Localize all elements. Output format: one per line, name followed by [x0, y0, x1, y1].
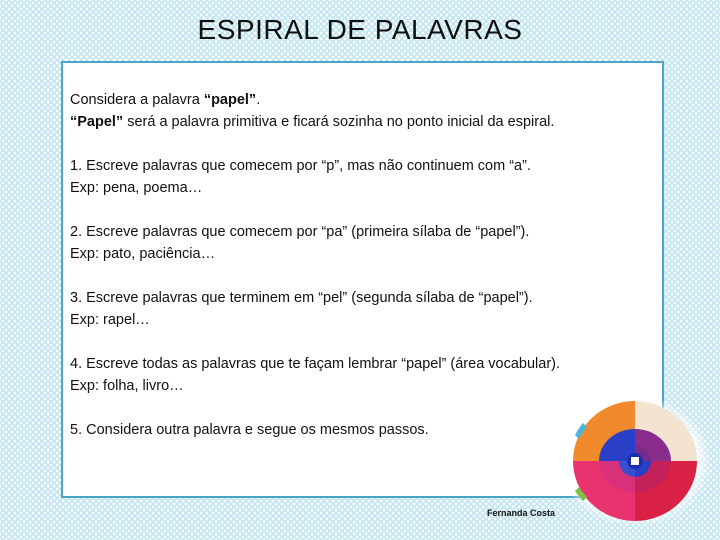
intro-period: . — [256, 92, 261, 108]
step-4-example: Exp: folha, livro… — [70, 378, 184, 394]
step-3: 3. Escreve palavras que terminem em “pel” (segunda sílaba de “papel”). — [70, 290, 533, 306]
step-4: 4. Escreve todas as palavras que te façam lembrar “papel” (área vocabular). — [70, 356, 561, 372]
spiral-illustration — [563, 395, 719, 527]
intro-line-2 — [70, 111, 655, 133]
page-title: ESPIRAL DE PALAVRAS — [197, 14, 523, 45]
intro-text: Considera a palavra — [70, 92, 204, 108]
step-2: 2. Escreve palavras que comecem por “pa” (primeira sílaba de “papel”). — [70, 224, 530, 240]
intro-text: será a palavra primitiva e ficará sozinha no ponto inicial da espiral. — [123, 114, 555, 130]
step-3-example: Exp: rapel… — [70, 312, 150, 328]
step-1-example: Exp: pena, poema… — [70, 180, 203, 196]
step-2-example: Exp: pato, paciência… — [70, 246, 216, 262]
instructions-text — [70, 89, 655, 441]
step-5: 5. Considera outra palavra e segue os mesmos passos. — [70, 422, 429, 438]
step-1: 1. Escreve palavras que comecem por “p”, mas não continuem com “a”. — [70, 158, 531, 174]
intro-line-1 — [70, 89, 655, 111]
keyword: “Papel” — [70, 114, 124, 130]
keyword: “papel” — [203, 92, 257, 108]
author-credit: Fernanda Costa — [487, 508, 556, 518]
